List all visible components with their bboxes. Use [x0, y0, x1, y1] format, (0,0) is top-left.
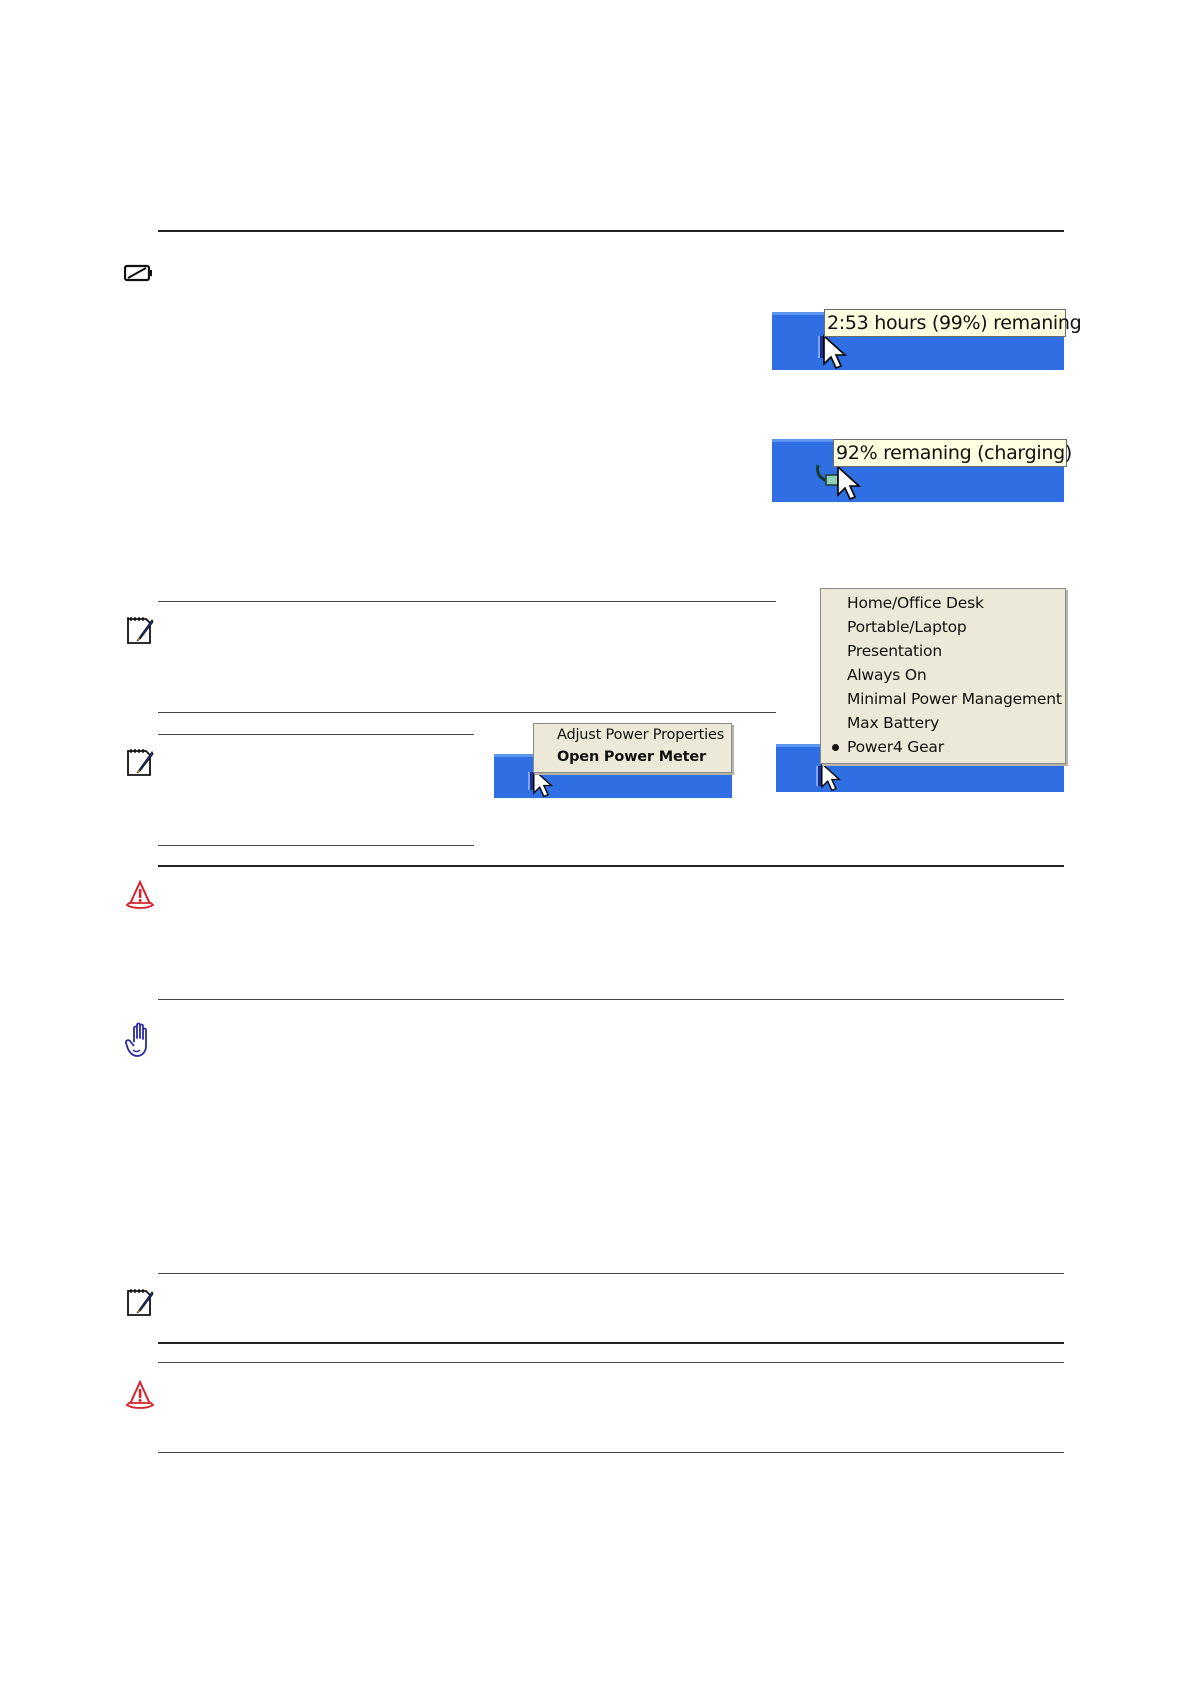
warning2-bottom-rule	[158, 1452, 1064, 1453]
menu-item-power4-gear[interactable]: Power4 Gear	[847, 738, 944, 756]
warning-cone-icon	[125, 1380, 155, 1410]
note-pencil-icon	[125, 746, 155, 778]
warning-cone-icon	[125, 880, 155, 910]
mouse-pointer-icon	[836, 465, 862, 501]
menu-item-home-office-desk[interactable]: Home/Office Desk	[847, 594, 984, 612]
note3-bottom-rule	[158, 1342, 1064, 1344]
power-context-menu	[533, 723, 732, 773]
menu-item-portable-laptop[interactable]: Portable/Laptop	[847, 618, 967, 636]
important-bottom-rule	[158, 1273, 1064, 1274]
menu-item-always-on[interactable]: Always On	[847, 666, 927, 684]
note1-top-rule	[158, 601, 776, 602]
menu-item-open-power-meter[interactable]: Open Power Meter	[557, 749, 706, 765]
power-gear-menu	[820, 588, 1066, 764]
top-rule	[158, 230, 1064, 232]
warning1-top-rule	[158, 865, 1064, 867]
battery-icon	[124, 264, 154, 282]
selected-bullet-icon	[832, 744, 839, 751]
note-pencil-icon	[125, 614, 155, 646]
menu-item-max-battery[interactable]: Max Battery	[847, 714, 940, 732]
raised-hand-icon	[125, 1022, 155, 1058]
warning2-top-rule	[158, 1362, 1064, 1363]
note2-bottom-rule	[158, 845, 474, 846]
note2-top-rule	[158, 734, 474, 735]
note1-bottom-rule	[158, 712, 776, 713]
charging-remaining-tooltip: 92% remaning (charging)	[833, 439, 1067, 467]
warning1-bottom-rule	[158, 999, 1064, 1000]
menu-item-presentation[interactable]: Presentation	[847, 642, 942, 660]
mouse-pointer-icon	[822, 334, 848, 370]
menu-item-minimal-power-management[interactable]: Minimal Power Management	[847, 690, 1062, 708]
battery-remaining-tooltip: 2:53 hours (99%) remaning	[824, 309, 1066, 337]
menu-item-adjust-power-properties[interactable]: Adjust Power Properties	[557, 727, 725, 743]
note-pencil-icon	[125, 1286, 155, 1318]
mouse-pointer-icon	[820, 762, 842, 792]
